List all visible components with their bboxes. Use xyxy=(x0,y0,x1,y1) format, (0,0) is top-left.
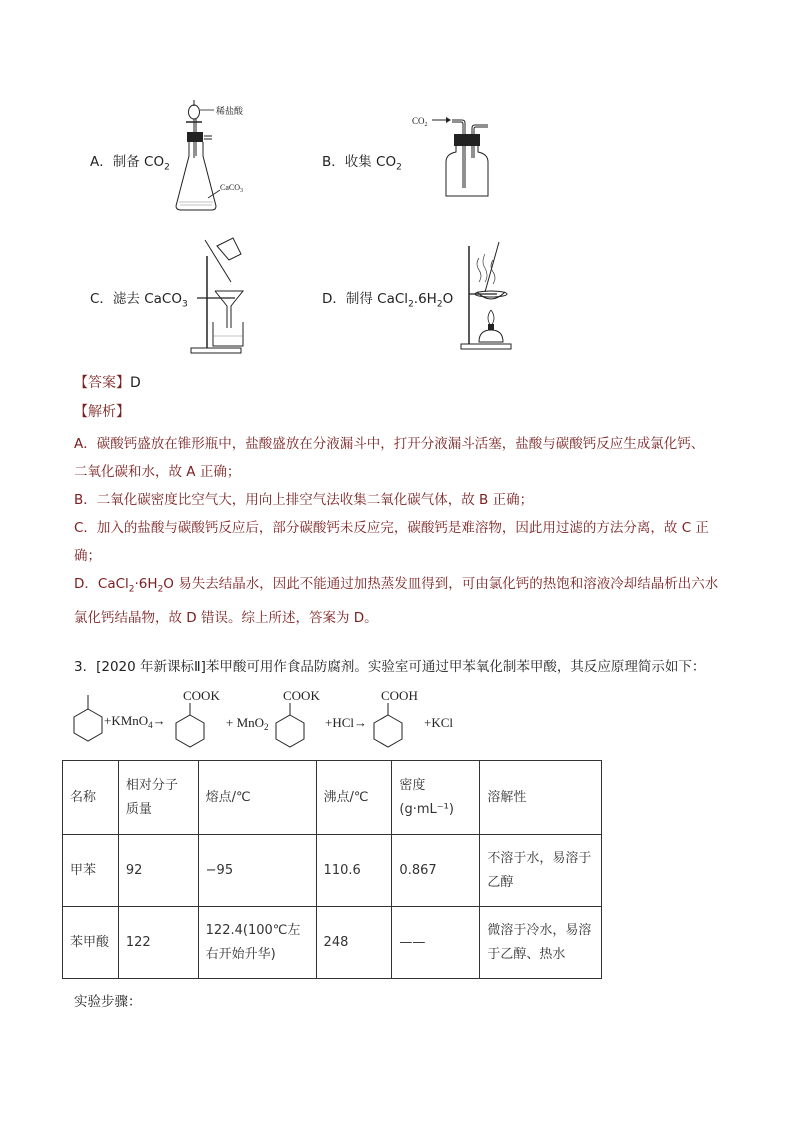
benzoate-ring-icon xyxy=(176,715,204,747)
table-cell: 110.6 xyxy=(316,835,392,907)
analysis-a-line2: 二氧化碳和水，故 A 正确； xyxy=(74,464,241,480)
flask-apparatus-figure xyxy=(172,98,262,216)
analysis-c-line2: 确； xyxy=(74,548,101,564)
table-cell: 92 xyxy=(118,835,198,907)
table-row xyxy=(63,907,602,979)
table-cell: 122.4(100℃左右开始升华) xyxy=(198,907,316,979)
analysis-body xyxy=(74,430,734,632)
analysis-label: 【解析】 xyxy=(74,404,130,420)
reaction-equation xyxy=(70,683,490,751)
option-d-label: D．制得 $CaCl_2.6H_2O$ xyxy=(322,291,454,310)
table-header-cell: 沸点/℃ xyxy=(316,761,392,835)
question-3-text: 3．[2020 年新课标Ⅱ]苯甲酸可用作食品防腐剂。实验室可通过甲苯氧化制苯甲酸，其反应原理简示如下： xyxy=(74,659,706,675)
table-header-row xyxy=(63,761,602,835)
svg-text:CO2: $CO_2$ xyxy=(412,116,428,128)
answer-value: D xyxy=(130,375,141,391)
svg-text:CaCO3: CaCO$_3$ xyxy=(220,183,243,194)
gas-bottle-figure xyxy=(410,108,500,200)
analysis-c-line1: C．加入的盐酸与碳酸钙反应后，部分碳酸钙未反应完，碳酸钙是难溶物，因此用过滤的方法分离，故 C 正 xyxy=(74,520,709,536)
benzoic-acid-ring-icon xyxy=(374,715,402,747)
option-c-label: C．滤去 CaCO$_3$ xyxy=(90,291,188,310)
analysis-b-line1: B．二氧化碳密度比空气大，用向上排空气法收集二氧化碳气体，故 B 正确； xyxy=(74,492,534,508)
svg-text:+KMnO4→: +KMnO$_4$→ xyxy=(104,713,166,730)
answer-label: 【答案】 xyxy=(74,375,130,391)
table-cell: 微溶于冷水，易溶于乙醇、热水 xyxy=(480,907,602,979)
table-cell: 苯甲酸 xyxy=(63,907,119,979)
option-a-label: A．制备 $CO_2$ xyxy=(90,154,170,173)
filtration-figure xyxy=(185,236,255,358)
experiment-steps-label: 实验步骤： xyxy=(74,994,142,1010)
svg-text:COOK: COOK xyxy=(283,688,320,703)
answer-line xyxy=(74,372,141,392)
toluene-ring-icon xyxy=(74,709,102,741)
analysis-a-line1: A．碳酸钙盛放在锥形瓶中，盐酸盛放在分液漏斗中，打开分液漏斗活塞，盐酸与碳酸钙反应生成氯化钙、 xyxy=(74,436,705,452)
svg-text:+KCl: +KCl xyxy=(424,715,454,730)
table-header-cell: 名称 xyxy=(63,761,119,835)
analysis-d-line2: 氯化钙结晶物，故 D 错误。综上所述，答案为 D。 xyxy=(74,609,378,626)
acid-label: 稀盐酸 xyxy=(216,106,244,116)
table-cell: −95 xyxy=(198,835,316,907)
svg-text:+ MnO2: + MnO$_2$ xyxy=(226,715,269,732)
table-cell: 甲苯 xyxy=(63,835,119,907)
table-cell: 不溶于水，易溶于乙醇 xyxy=(480,835,602,907)
table-header-cell: 密度(g·mL⁻¹) xyxy=(392,761,480,835)
svg-text:+HCl→: +HCl→ xyxy=(325,715,368,730)
table-cell: 248 xyxy=(316,907,392,979)
table-header-cell: 溶解性 xyxy=(480,761,602,835)
svg-text:COOH: COOH xyxy=(381,688,418,703)
table-header-cell: 相对分子质量 xyxy=(118,761,198,835)
benzoate-ring-2-icon xyxy=(276,715,304,747)
table-cell: 0.867 xyxy=(392,835,480,907)
table-header-cell: 熔点/℃ xyxy=(198,761,316,835)
option-b-label: B．收集 $CO_2$ xyxy=(322,154,402,173)
table-row xyxy=(63,835,602,907)
svg-text:COOK: COOK xyxy=(183,688,220,703)
table-cell: —— xyxy=(392,907,480,979)
analysis-d-line1: D．$CaCl_2\cdot 6H_2O$ 易失去结晶水，因此不能通过加热蒸发皿得到，可由氯化钙的热饱和溶液冷却结晶析出六水 xyxy=(74,576,719,595)
table-cell: 122 xyxy=(118,907,198,979)
properties-table xyxy=(62,760,602,979)
evaporation-figure xyxy=(455,236,527,354)
